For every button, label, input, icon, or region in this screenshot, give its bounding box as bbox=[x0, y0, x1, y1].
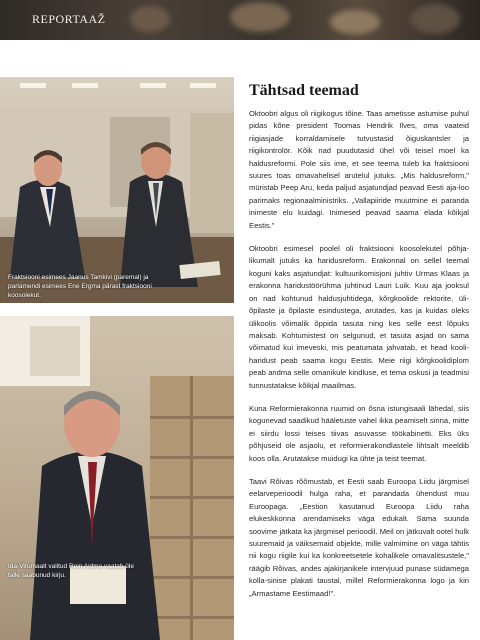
photo-bottom-illustration bbox=[0, 316, 234, 640]
ceiling-light bbox=[72, 83, 98, 88]
ceiling-light bbox=[140, 83, 166, 88]
section-label: REPORTAAŽ bbox=[32, 12, 106, 26]
article-heading: Tähtsad teemad bbox=[249, 82, 359, 99]
header-blur-shape bbox=[330, 10, 380, 34]
photo-top-caption: Fraktsiooni esimees Jaanus Tamkivi (paremal) ja parlamendi esimees Ene Ergma pärast fraktsiooni koosolekut. bbox=[8, 274, 152, 299]
header-blur-shape bbox=[230, 2, 290, 32]
article-paragraph: Kuna Reformierakonna ruumid on õsna istungisaali lähedal, siis kogunevad saadikud hääletuste vahel ikka peamiselt sinna, mitte ei siirdu lossi teises tiivas asuvasse töökabinetti. Eks üks põhjuseid ole asjaolu, et reformierakondlastele lihtsalt meeldib koos olla. Arutatakse muidugi ka ühte ja teist teemat. bbox=[249, 403, 469, 463]
article-paragraph: Taavi Rõivas rõõmustab, et Eesti saab Euroopa Liidu järgmisel eelarveperioodil hulga raha, et parandada ühendust muu Euroopaga. „Eestion kasutanud Euroopa Liidu raha elukeskkonna arendamiseks väga edukalt. Sama suunda soovime jätkata ka järgmisel perioodil. Meil on jätkuvalt ootel hulk suuremaid ja väiksemaid objekte, mille valmimine on väga tähtis nii kogu riigile kui ka konkreetsetele kohalikele omavalitsustele," räägib Rõivas, andes ajakirjanikele intervjuud punase südamega kolla-sinise plakati taustal, millel Reformierakonna logo ja kiri „Armastame Eestimaad!". bbox=[249, 476, 469, 598]
header-blur-shape bbox=[410, 4, 460, 34]
photo-top-illustration bbox=[0, 77, 234, 303]
window-frame bbox=[30, 326, 80, 376]
header-photo-strip bbox=[0, 0, 480, 40]
ceiling-light bbox=[20, 83, 46, 88]
header-blur-shape bbox=[130, 6, 170, 32]
photo-man-reading-letters bbox=[0, 316, 234, 640]
side-wall bbox=[190, 113, 234, 233]
photo-two-men-meeting bbox=[0, 77, 234, 303]
article-column bbox=[249, 82, 469, 611]
photo-bottom-caption: Ida-Virumaalt valitud Rein Aidma vaatab üle talle saabunud kirju. bbox=[8, 563, 134, 579]
article-paragraph: Oktoobri esimesel poolel oli fraktsiooni koosolekutel põhja-likumalt jutuks ka haridusreform. Erakonnal on sellel teemal koguni kaks asjatundjat: kultuurikomisjoni juhtiv Urmas Klaas ja erakonna haridustöörühma juhtinud Lauri Luik. Kuu aja jooksul on nad kohtunud haldusjuhtidega, kõrgkoolide rektorite, üli-õpilaste ja õpilaste esindustega, arutades, kas ja kuidas oleks ülikoolis võimalik õppida tasuta ning kes selle eest lõpuks maksab. Kohtumistest on selgunud, et tasuta asjad on sama võimatud kui imeveski, mis peatumata jahvatab, et head kooli-haridust peab saama kogu Eestis. Meie riigi kõrgkoolidiplom peab andma selle omanikule kindluse, et tema oskusi ja teadmisi tunnustatakse kõikjal maailmas. bbox=[249, 244, 469, 390]
article-paragraph: Oktoobri algus oli riigikogus tõine. Taas ametisse astumise puhul pidas kõne president Toomas Hendrik Ilves, oma vaateid riigiasjade korraldamisele tutvustasid õiguskantsler ja riigikontrolör. Kõik nad puudutasid ühel või teisel moel ka haldusreformi. Pole siis ime, et see teema tuleb ka fraktsiooni suures toas omavahelisel arutelul jutuks. „Mis haldusreform," müristab Peep Aru, keda paljud asjatundjad peavad Eesti aja-loo parimaks regionaalministriks. „Vallapiiride muutmine ei paranda inimeste elu kuidagi. Inimesed peavad saama elada kõikjal Eestis." bbox=[249, 109, 469, 230]
ceiling-light bbox=[190, 83, 216, 88]
